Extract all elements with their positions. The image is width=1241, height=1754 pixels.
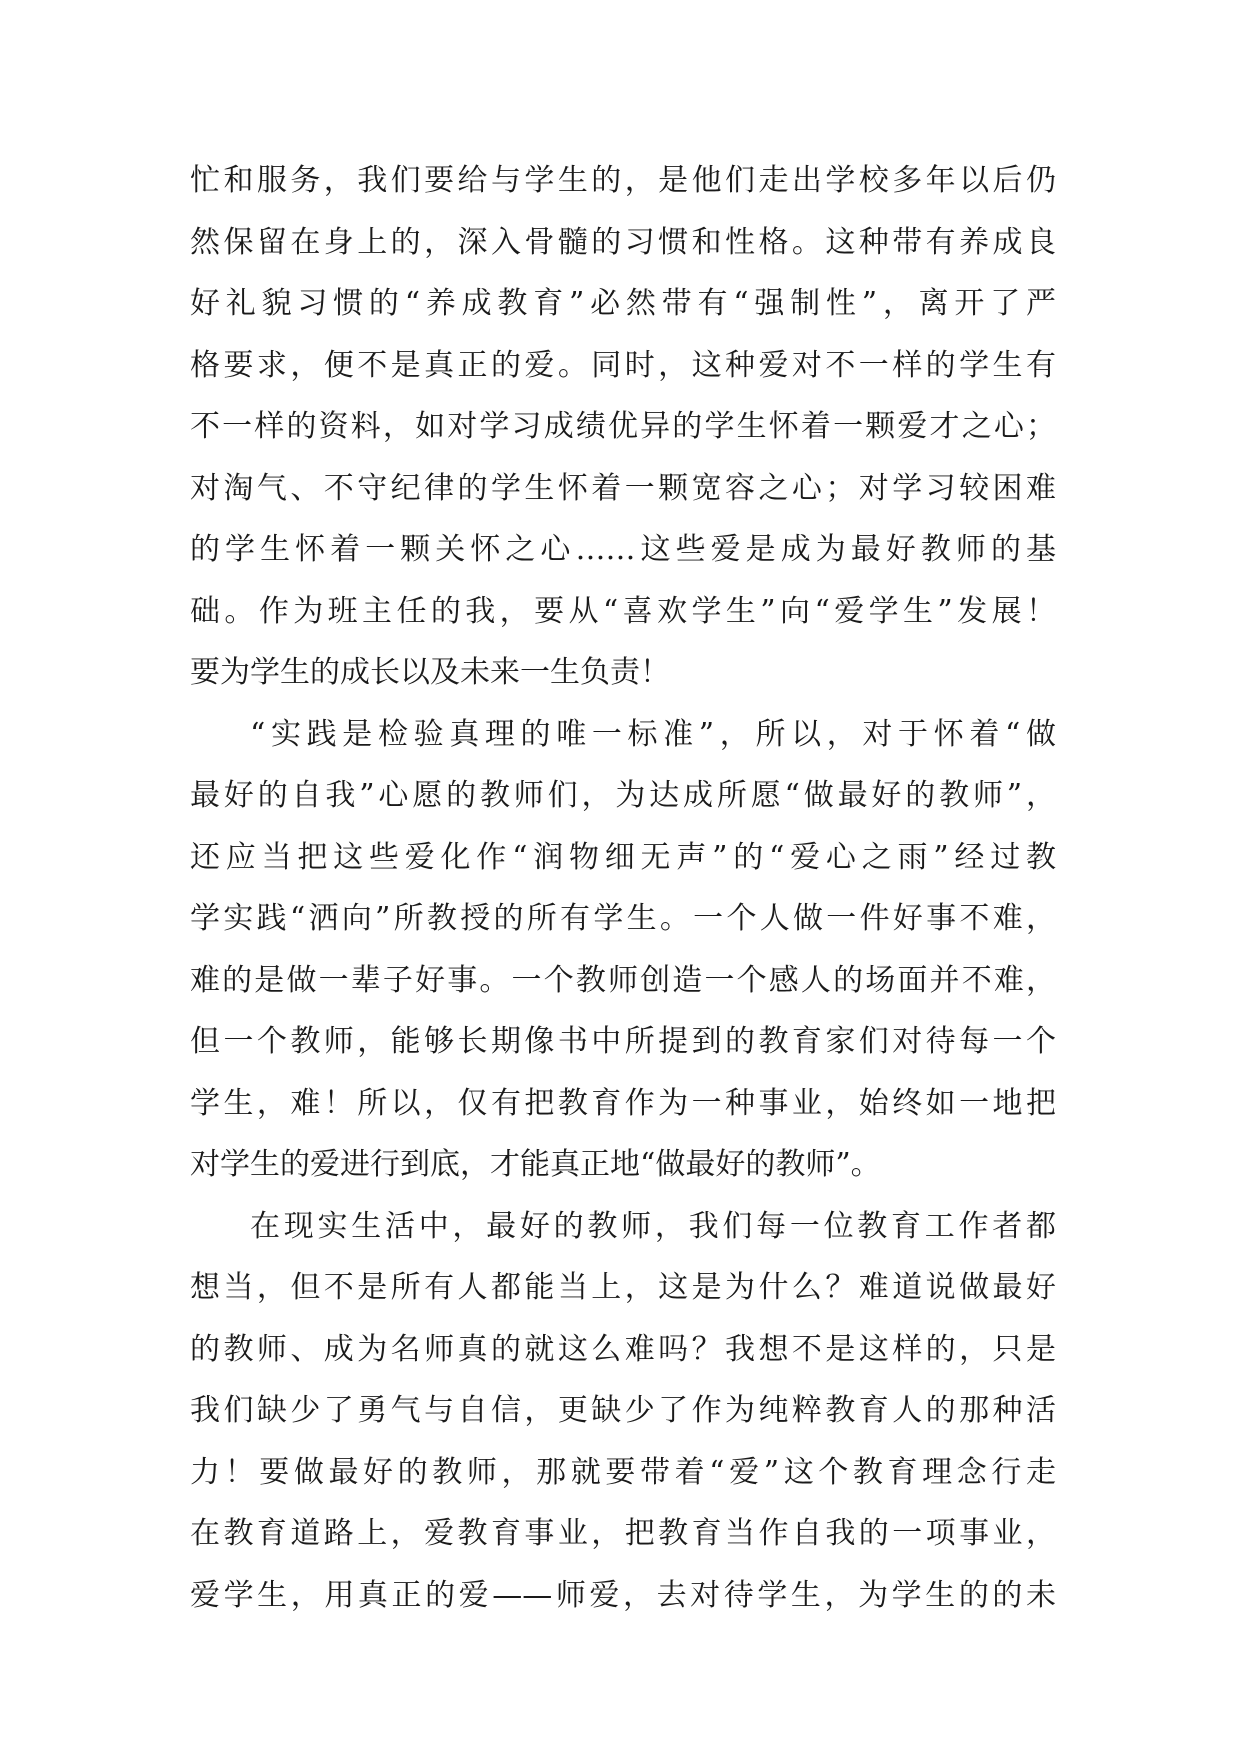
text-line: 但一个教师，能够长期像书中所提到的教育家们对待每一个 [190, 1024, 1056, 1059]
text-line: 力！要做最好的教师，那就要带着“爱”这个教育理念行走 [190, 1454, 1056, 1490]
text-line: 想当，但不是所有人都能当上，这是为什么？难道说做最好 [190, 1270, 1056, 1305]
text-line: 难的是做一辈子好事。一个教师创造一个感人的场面并不难， [190, 962, 1056, 998]
text-line: 格要求，便不是真正的爱。同时，这种爱对不一样的学生有 [190, 347, 1056, 383]
text-line: 最好的自我”心愿的教师们，为达成所愿“做最好的教师”， [190, 778, 1056, 813]
text-line: 我们缺少了勇气与自信，更缺少了作为纯粹教育人的那种活 [190, 1393, 1056, 1428]
paragraph-first-line: “实践是检验真理的唯一标准”，所以，对于怀着“做 [250, 716, 1056, 752]
paragraph-first-line: 在现实生活中，最好的教师，我们每一位教育工作者都 [250, 1208, 1056, 1244]
text-line: 要为学生的成长以及未来一生负责！ [190, 655, 670, 690]
text-line: 在教育道路上，爱教育事业，把教育当作自我的一项事业， [190, 1516, 1056, 1551]
text-line: 对学生的爱进行到底，才能真正地“做最好的教师”。 [190, 1147, 881, 1182]
body-text [190, 150, 1056, 1626]
text-line: 爱学生，用真正的爱——师爱，去对待学生，为学生的的未 [190, 1577, 1056, 1613]
text-line: 础。作为班主任的我，要从“喜欢学生”向“爱学生”发展！ [190, 593, 1056, 629]
text-line: 忙和服务，我们要给与学生的，是他们走出学校多年以后仍 [190, 163, 1056, 198]
text-line: 然保留在身上的，深入骨髓的习惯和性格。这种带有养成良 [190, 224, 1056, 260]
text-line: 还应当把这些爱化作“润物细无声”的“爱心之雨”经过教 [190, 839, 1056, 875]
text-line: 好礼貌习惯的“养成教育”必然带有“强制性”，离开了严 [190, 286, 1056, 321]
text-line: 不一样的资料，如对学习成绩优异的学生怀着一颗爱才之心； [190, 409, 1056, 444]
text-line: 学实践“洒向”所教授的所有学生。一个人做一件好事不难， [190, 901, 1056, 936]
text-line: 学生，难！所以，仅有把教育作为一种事业，始终如一地把 [190, 1085, 1056, 1121]
text-line: 的学生怀着一颗关怀之心……这些爱是成为最好教师的基 [190, 532, 1056, 567]
text-line: 对淘气、不守纪律的学生怀着一颗宽容之心；对学习较困难 [190, 470, 1056, 506]
text-line: 的教师、成为名师真的就这么难吗？我想不是这样的，只是 [190, 1331, 1056, 1367]
